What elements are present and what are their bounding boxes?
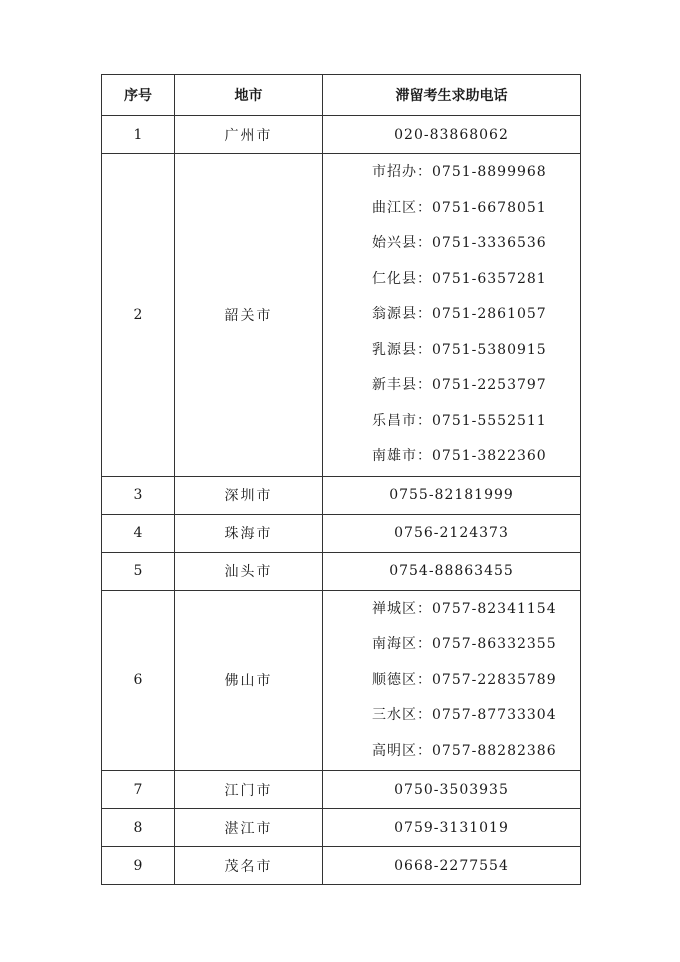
row-phone [323, 154, 581, 477]
row-index: 8 [102, 809, 175, 847]
district-phone-line: 市招办：0751-8899968 [372, 164, 547, 180]
district-phone-line: 顺德区：0757-22835789 [372, 671, 557, 688]
row-phone: 0756-2124373 [323, 514, 581, 552]
row-phone: 020-83868062 [323, 116, 581, 154]
row-phone: 0750-3503935 [323, 771, 581, 809]
row-index: 4 [102, 514, 175, 552]
row-city: 茂名市 [175, 847, 323, 885]
table-row [102, 809, 581, 847]
district-phone-line: 曲江区：0751-6678051 [372, 199, 547, 216]
table-row [102, 552, 581, 590]
row-city: 广州市 [175, 116, 323, 154]
district-phone-line: 南海区：0757-86332355 [372, 636, 557, 652]
district-phone-line: 始兴县：0751-3336536 [372, 235, 547, 251]
row-city: 韶关市 [175, 154, 323, 477]
district-phone-line: 乐昌市：0751-5552511 [372, 412, 547, 429]
row-index: 7 [102, 771, 175, 809]
district-phone-line: 南雄市：0751-3822360 [372, 448, 547, 464]
table-row [102, 514, 581, 552]
district-phone-line: 新丰县：0751-2253797 [372, 377, 547, 393]
header-row [102, 75, 581, 116]
row-index: 3 [102, 476, 175, 514]
district-phone-line: 高明区：0757-88282386 [372, 742, 557, 759]
district-phone-line: 乳源县：0751-5380915 [372, 341, 547, 358]
row-city: 汕头市 [175, 552, 323, 590]
row-city: 珠海市 [175, 514, 323, 552]
row-phone [323, 590, 581, 771]
district-phone-line: 三水区：0757-87733304 [372, 707, 557, 723]
table-body [102, 116, 581, 885]
row-phone: 0755-82181999 [323, 476, 581, 514]
row-index: 6 [102, 590, 175, 771]
district-phone-line: 仁化县：0751-6357281 [372, 270, 547, 287]
table-row [102, 154, 581, 477]
table-row [102, 476, 581, 514]
hotline-table [101, 74, 581, 885]
header-index: 序号 [102, 75, 175, 116]
row-city: 深圳市 [175, 476, 323, 514]
district-phone-line: 禅城区：0757-82341154 [372, 600, 557, 617]
row-city: 湛江市 [175, 809, 323, 847]
row-index: 5 [102, 552, 175, 590]
district-phone-line: 翁源县：0751-2861057 [372, 306, 547, 322]
row-index: 2 [102, 154, 175, 477]
table-row [102, 590, 581, 771]
table-row [102, 847, 581, 885]
row-phone: 0668-2277554 [323, 847, 581, 885]
row-index: 1 [102, 116, 175, 154]
header-city: 地市 [175, 75, 323, 116]
row-index: 9 [102, 847, 175, 885]
header-phone: 滞留考生求助电话 [323, 75, 581, 116]
row-city: 佛山市 [175, 590, 323, 771]
row-city: 江门市 [175, 771, 323, 809]
table-row [102, 116, 581, 154]
row-phone: 0759-3131019 [323, 809, 581, 847]
table-row [102, 771, 581, 809]
row-phone: 0754-88863455 [323, 552, 581, 590]
